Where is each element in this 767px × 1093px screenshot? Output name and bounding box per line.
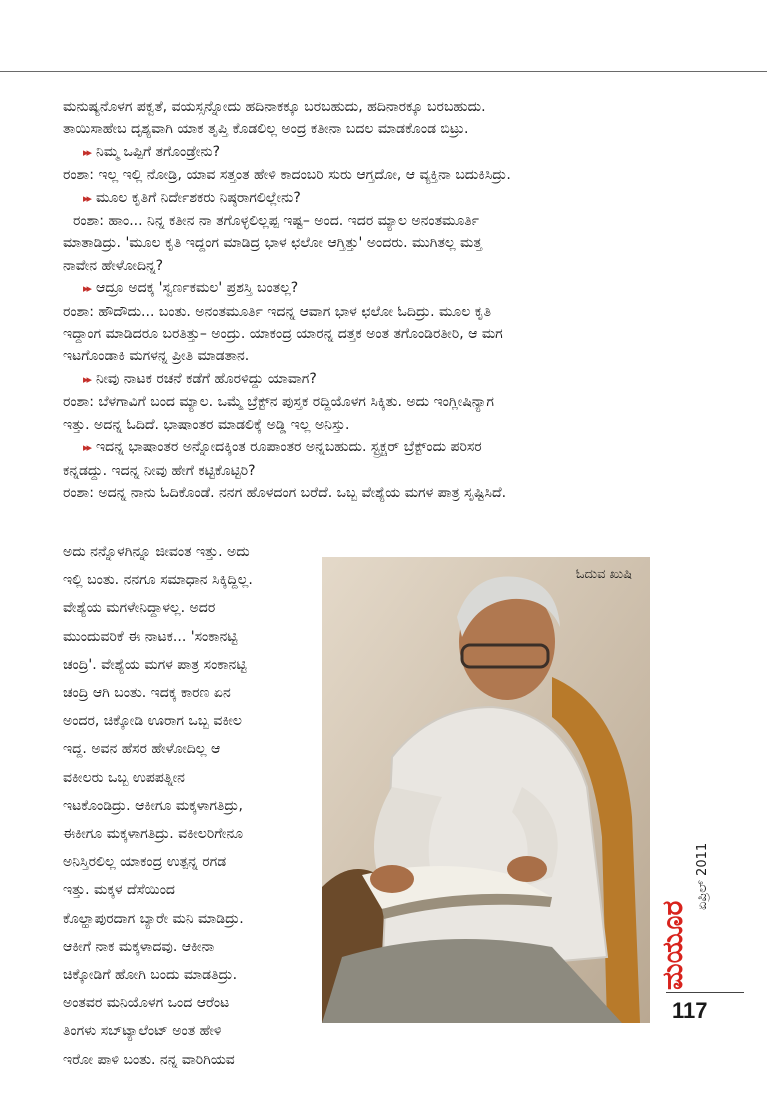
- body-line: ಇತ್ತು. ಮಕ್ಕಳ ದೆಸೆಯಿಂದ: [63, 882, 175, 899]
- body-line: ಈಕೀಗೂ ಮಕ್ಕಳಾಗತಿದ್ರು. ವಕೀಲರಿಗೇನೂ: [63, 826, 244, 843]
- body-line: ತಾಯಿಸಾಹೇಬ ದೃಶ್ಯವಾಗಿ ಯಾಕ ತೃಪ್ತಿ ಕೊಡಲಿಲ್ಲ ಅಂದ್ರ ಕತೀನಾ ಬದಲ ಮಾಡಕೊಂಡ ಬಿಟ್ರು.: [63, 121, 469, 138]
- interview-question: ▸▸ ಆದ್ರೂ ಅದಕ್ಕ 'ಸ್ವರ್ಣಕಮಲ' ಪ್ರಶಸ್ತಿ ಬಂತಲ್ಲ?: [63, 277, 638, 300]
- masthead-issue: ಏಪ್ರಿಲ್ 2011: [695, 842, 710, 910]
- body-line: ವೇಶ್ಯೆಯ ಮಗಳೇನಿದ್ದಾಳಲ್ಲ. ಅದರ: [63, 600, 216, 617]
- body-line: ಅಂತವರ ಮನಿಯೊಳಗ ಒಂದ ಆರೆಂಟ: [63, 995, 230, 1012]
- body-line: ರಂಶಾ: ಹೌದೌದು... ಬಂತು. ಅನಂತಮೂರ್ತಿ ಇದನ್ನ ಆವಾಗ ಭಾಳ ಛಲೋ ಓದಿದ್ರು. ಮೂಲ ಕೃತಿ: [63, 303, 491, 320]
- body-line: ಇಟಗೊಂಡಾಕಿ ಮಗಳನ್ನ ಪ್ರೀತಿ ಮಾಡತಾನ.: [63, 348, 250, 365]
- interview-question: ▸▸ ನೀವು ನಾಟಕ ರಚನೆ ಕಡೆಗೆ ಹೊರಳಿದ್ದು ಯಾವಾಗ?: [63, 368, 638, 391]
- body-line: ಇದ್ದ. ಅವನ ಹೆಸರ ಹೇಳೋದಿಲ್ಲ ಆ: [63, 741, 221, 758]
- man-reading-book-photo-icon: [322, 557, 650, 1023]
- body-line: ಮನುಷ್ಯನೊಳಗ ಪಕ್ವತೆ, ವಯಸ್ಸನ್ನೋದು ಹದಿನಾಕಕ್ಕೂ ಬರಬಹುದು, ಹದಿನಾರಕ್ಕೂ ಬರಬಹುದು.: [63, 99, 486, 115]
- body-line: ಅನಿಸ್ತಿರಲಿಲ್ಲ ಯಾಕಂದ್ರ ಉತ್ಪನ್ನ ರಗಡ: [63, 854, 227, 871]
- photo-caption: ಓದುವ ಖುಷಿ: [575, 567, 632, 582]
- article-body: [63, 96, 638, 504]
- article-column-narrow: [63, 538, 315, 1074]
- body-line: ರಂಶಾ: ಹಾಂ... ನಿನ್ನ ಕತೀನ ನಾ ತಗೊಳ್ಳಲಿಲ್ಲಪ್ಪ ಇಷ್ಟ– ಅಂದ. ಇದರ ಮ್ಯಾಲ ಅನಂತಮೂರ್ತಿ: [73, 213, 479, 230]
- body-line: ಚಂದ್ರಿ'. ವೇಶ್ಯೆಯ ಮಗಳ ಪಾತ್ರ ಸಂಕಾನಟ್ಟಿ: [63, 656, 247, 673]
- header-rule: [0, 71, 767, 72]
- body-line: ಅಂದರ, ಚಿಕ್ಕೋಡಿ ಊರಾಗ ಒಬ್ಬ ವಕೀಲ: [63, 713, 242, 730]
- body-line: ನಾವೇನ ಹೇಳೋದಿನ್ನ?: [63, 257, 164, 274]
- body-line: ಅದು ನನ್ನೊಳಗಿನ್ನೂ ಜೀವಂತ ಇತ್ತು. ಅದು: [63, 544, 250, 560]
- body-line: ಚಿಕ್ಕೋಡಿಗೆ ಹೋಗಿ ಬಂದು ಮಾಡತಿದ್ರು.: [63, 967, 238, 984]
- page-number: 117: [672, 998, 708, 1023]
- body-line: ಇತ್ತು. ಅದನ್ನ ಓದಿದೆ. ಭಾಷಾಂತರ ಮಾಡಲಿಕ್ಕೆ ಅಡ್ಡಿ ಇಲ್ಲ ಅನಿಸ್ತು.: [63, 416, 350, 433]
- body-line: ಇರೋ ಪಾಳಿ ಬಂತು. ನನ್ನ ವಾರಿಗಿಯವ: [63, 1051, 235, 1068]
- body-line: ಇಟಕೊಂಡಿದ್ರು. ಆಕೀಗೂ ಮಕ್ಕಳಾಗತಿದ್ರು,: [63, 797, 243, 814]
- body-line: ರಂಶಾ: ಬೆಳಗಾವಿಗೆ ಬಂದ ಮ್ಯಾಲ. ಒಮ್ಮೆ ಬ್ರೆಕ್ಟ್‌ನ ಪುಸ್ತಕ ರದ್ದಿಯೊಳಗ ಸಿಕ್ಕಿತು. ಅದು ಇಂಗ್ಲೀಷಿನ್ಯಾಗ: [63, 394, 494, 411]
- body-line: ತಿಂಗಳು ಸಬ್‌ಟ್ಯಾಲೆಂಟ್ ಅಂತ ಹೇಳಿ: [63, 1023, 222, 1040]
- body-line: ರಂಶಾ: ಇಲ್ಲ ಇಲ್ಲಿ ನೋಡ್ರಿ, ಯಾವ ಸತ್ತಂತ ಹೇಳಿ ಕಾದಂಬರಿ ಸುರು ಆಗ್ತದೋ, ಆ ವ್ಯಕ್ತಿನಾ ಬದುಕಿಸಿದ್ರು.: [63, 167, 511, 184]
- body-line: ಕನ್ನಡದ್ದು. ಇದನ್ನ ನೀವು ಹೇಗೆ ಕಟ್ಟಿಕೊಟ್ಟಿರಿ?: [63, 462, 256, 479]
- photo-man-reading: [322, 557, 650, 1023]
- magazine-masthead: [656, 780, 712, 990]
- body-line: ಕೊಲ್ಹಾಪುರದಾಗ ಬ್ಯಾರೇ ಮನಿ ಮಾಡಿದ್ರು.: [63, 910, 244, 927]
- footer-rule: [666, 992, 744, 993]
- body-line: ಇಲ್ಲಿ ಬಂತು. ನನಗೂ ಸಮಾಧಾನ ಸಿಕ್ಕಿದ್ದಿಲ್ಲ.: [63, 572, 253, 589]
- body-line: ಚಂದ್ರಿ ಆಗಿ ಬಂತು. ಇದಕ್ಕ ಕಾರಣ ಏನ: [63, 685, 231, 702]
- body-line: ಮುಂದುವರಿಕೆ ಈ ನಾಟಕ... 'ಸಂಕಾನಟ್ಟಿ: [63, 628, 238, 645]
- body-line: ರಂಶಾ: ಅದನ್ನ ನಾನು ಓದಿಕೊಂಡೆ. ನನಗ ಹೊಳದಂಗ ಬರೆದೆ. ಒಬ್ಬ ವೇಶ್ಯೆಯ ಮಗಳ ಪಾತ್ರ ಸೃಷ್ಟಿಸಿದೆ.: [63, 484, 507, 501]
- body-line: ಆಕೀಗೆ ನಾಕ ಮಕ್ಕಳಾದವು. ಆಕೀನಾ: [63, 938, 215, 955]
- interview-question: ▸▸ ಇದನ್ನ ಭಾಷಾಂತರ ಅನ್ನೋದಕ್ಕಿಂತ ರೂಪಾಂತರ ಅನ್ನಬಹುದು. ಸ್ಟ್ರಕ್ಚರ್ ಬ್ರೆಕ್ಟ್‌ಂದು ಪರಿಸರ: [63, 436, 638, 459]
- body-line: ವಕೀಲರು ಒಬ್ಬ ಉಪಪತ್ನೀನ: [63, 769, 185, 786]
- body-line: ಮಾತಾಡಿದ್ರು. 'ಮೂಲ ಕೃತಿ ಇದ್ದಂಗ ಮಾಡಿದ್ರ ಭಾಳ ಛಲೋ ಆಗ್ತಿತ್ತು' ಅಂದರು. ಮುಗಿತಲ್ಲ ಮತ್ತ: [63, 235, 482, 252]
- masthead-title: ಮಯೂರ: [656, 900, 689, 990]
- body-line: ಇದ್ದಾಂಗ ಮಾಡಿದರೂ ಬರತಿತ್ತು– ಅಂದ್ರು. ಯಾಕಂದ್ರ ಯಾರನ್ನ ದತ್ತಕ ಅಂತ ತಗೊಂಡಿರತೀರಿ, ಆ ಮಗ: [63, 326, 503, 343]
- interview-question: ▸▸ ನಿಮ್ಮ ಒಪ್ಪಿಗೆ ತಗೊಂಡ್ರೇನು?: [63, 141, 638, 164]
- interview-question: ▸▸ ಮೂಲ ಕೃತಿಗೆ ನಿರ್ದೇಶಕರು ನಿಷ್ಠರಾಗಲಿಲ್ಲೇನು?: [63, 187, 638, 210]
